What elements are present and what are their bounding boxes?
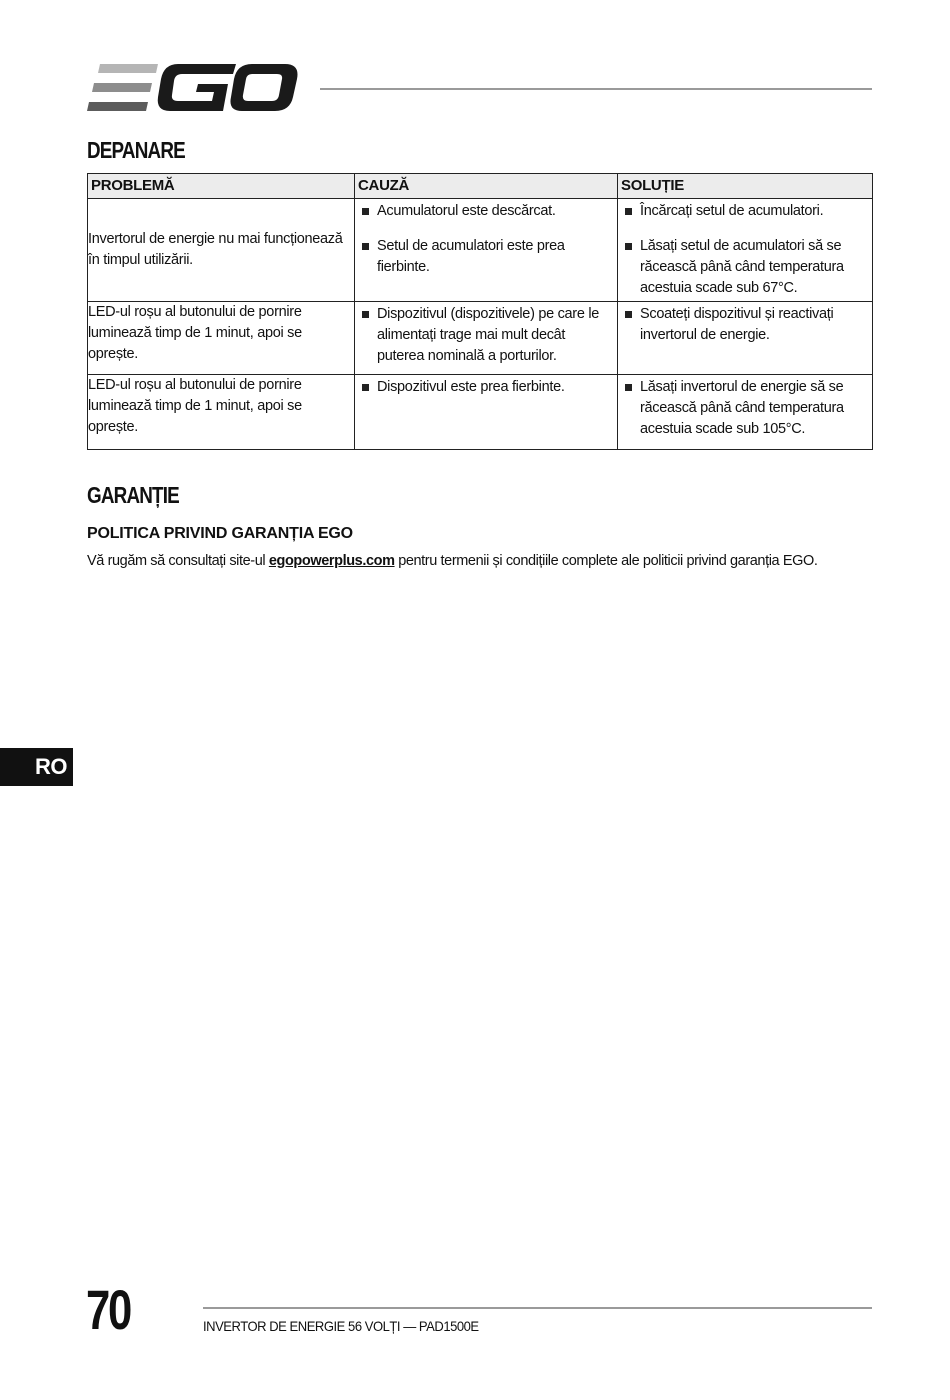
list-item: Lăsați invertorul de energie să se răcească până când temperatura acestuia scade sub 105°C.: [622, 377, 866, 440]
column-header-solution: SOLUȚIE: [618, 174, 873, 199]
warranty-policy-title: POLITICA PRIVIND GARANȚIA EGO: [87, 525, 353, 542]
table-row: [88, 375, 873, 450]
solution-list: [618, 199, 872, 301]
warranty-title: GARANȚIE: [87, 482, 179, 508]
ego-logo-o: [230, 64, 297, 111]
column-header-problem: PROBLEMĂ: [88, 174, 355, 199]
list-item: Dispozitivul este prea fierbinte.: [359, 377, 611, 398]
list-item: Încărcați setul de acumulatori.: [622, 201, 866, 222]
solution-cell: [618, 375, 873, 450]
solution-cell: [618, 302, 873, 375]
warranty-website-link[interactable]: egopowerplus.com: [268, 553, 395, 569]
table-row: [88, 199, 873, 302]
problem-cell: LED-ul roșu al butonului de pornire luminează timp de 1 minut, apoi se oprește.: [88, 302, 355, 375]
solution-list: [618, 302, 872, 348]
list-item: Scoateți dispozitivul și reactivați invertorul de energie.: [622, 304, 866, 346]
table-row: [88, 302, 873, 375]
footer-rule: [203, 1307, 872, 1309]
cause-list: [355, 302, 617, 369]
cause-cell: [355, 375, 618, 450]
cause-list: [355, 199, 617, 280]
ego-logo: [86, 62, 298, 114]
troubleshooting-title: DEPANARE: [87, 137, 185, 163]
list-item: Dispozitivul (dispozitivele) pe care le alimentați trage mai mult decât puterea nominală a porturilor.: [359, 304, 611, 367]
table-header-row: [88, 174, 873, 199]
problem-cell: Invertorul de energie nu mai funcționează în timpul utilizării.: [88, 199, 355, 302]
warranty-policy-text: [87, 553, 818, 569]
troubleshooting-table: [87, 173, 873, 450]
policy-text-before: Vă rugăm să consultați site-ul: [87, 553, 269, 569]
solution-list: [618, 375, 872, 442]
list-item: Lăsați setul de acumulatori să se răcească până când temperatura acestuia scade sub 67°C.: [622, 236, 866, 299]
ego-logo-g: [158, 64, 236, 111]
cause-cell: [355, 199, 618, 302]
language-tab: RO: [0, 748, 73, 786]
ego-logo-e: [87, 64, 158, 111]
column-header-cause: CAUZĂ: [355, 174, 618, 199]
cause-list: [355, 375, 617, 400]
header-rule: [320, 88, 872, 90]
policy-text-after: pentru termenii și condițiile complete ale politicii privind garanția EGO.: [394, 553, 818, 569]
list-item: Setul de acumulatori este prea fierbinte.: [359, 236, 611, 278]
problem-cell: LED-ul roșu al butonului de pornire luminează timp de 1 minut, apoi se oprește.: [88, 375, 355, 450]
footer-product-name: INVERTOR DE ENERGIE 56 VOLȚI — PAD1500E: [203, 1318, 479, 1334]
list-item: Acumulatorul este descărcat.: [359, 201, 611, 222]
solution-cell: [618, 199, 873, 302]
cause-cell: [355, 302, 618, 375]
page-number: 70: [86, 1278, 130, 1341]
